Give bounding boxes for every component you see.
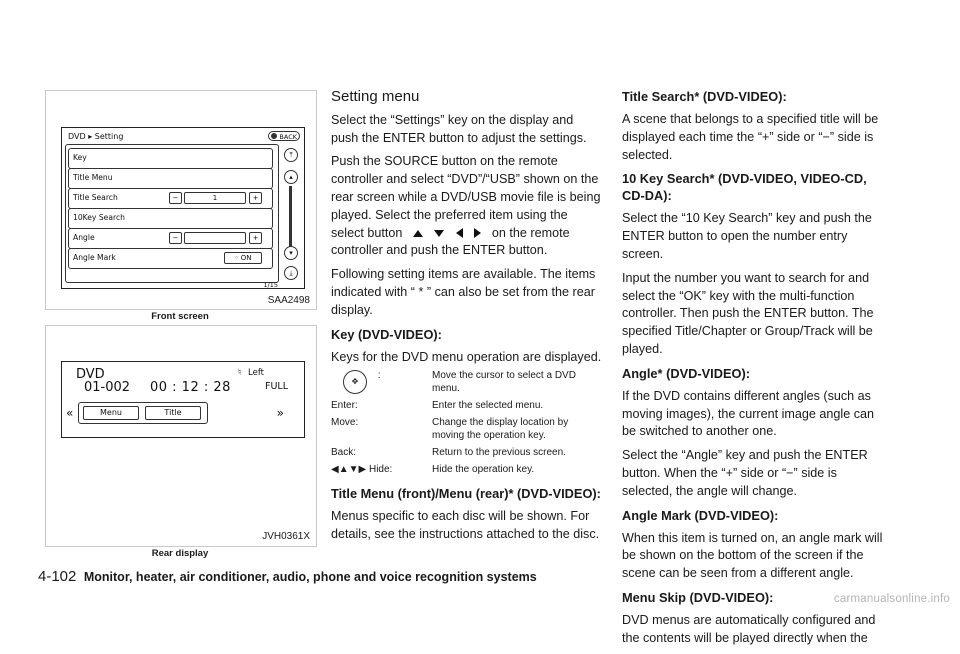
paragraph: Input the number you want to search for and select the “OK” key with the multi-function controller. Then push the ENTER button. The specified Title/Chapter or Group/Track will be played. xyxy=(622,270,874,356)
key-desc: Change the display location by moving the operation key. xyxy=(432,417,569,441)
middle-column xyxy=(331,88,604,550)
menu-item-label: Key xyxy=(73,153,87,162)
menu-item-title-menu[interactable] xyxy=(68,168,273,189)
angle-heading: Angle* (DVD-VIDEO): xyxy=(622,365,750,381)
key-desc: Enter the selected menu. xyxy=(432,400,544,412)
back-button-label: BACK xyxy=(279,133,297,141)
key-name: Enter: xyxy=(331,400,358,412)
audio-channel-icon: ♮ xyxy=(238,368,242,378)
angle-mark-toggle[interactable] xyxy=(224,252,262,264)
paragraph: Select the “Angle” key and push the ENTER button. When the “+” side or “−” side is selected, the angle will change. xyxy=(622,448,868,498)
menu-item-label: Title Search xyxy=(73,193,118,202)
scroll-top-icon[interactable]: ⤒ xyxy=(284,148,298,162)
scroll-bottom-icon[interactable]: ⤓ xyxy=(284,266,298,280)
scroll-down-icon[interactable]: ▾ xyxy=(284,246,298,260)
key-list xyxy=(331,370,604,477)
menu-skip-heading: Menu Skip (DVD-VIDEO): xyxy=(622,589,774,605)
key-name: Back: xyxy=(331,447,357,459)
title-search-heading: Title Search* (DVD-VIDEO): xyxy=(622,89,787,104)
paragraph: Keys for the DVD menu operation are displayed. xyxy=(331,349,602,364)
key-desc: Move the cursor to select a DVD menu. xyxy=(432,370,576,394)
title-button[interactable]: Title xyxy=(145,406,201,420)
front-screen-figure xyxy=(45,90,317,310)
section-heading: Setting menu xyxy=(331,88,420,105)
triangle-down-icon xyxy=(434,230,444,237)
scroll-up-icon[interactable]: ▴ xyxy=(284,170,298,184)
key-row-cursor xyxy=(331,370,604,396)
paragraph: Select the “Settings” key on the display and push the ENTER button to adjust the settings. xyxy=(331,112,587,145)
key-heading: Key (DVD-VIDEO): xyxy=(331,326,442,342)
elapsed-time: 00 : 12 : 28 xyxy=(150,380,231,395)
key-name xyxy=(331,464,392,477)
triangle-left-icon xyxy=(456,228,463,238)
figure-code: SAA2498 xyxy=(267,295,310,306)
audio-channel-label: Left xyxy=(248,368,264,378)
key-desc: Return to the previous screen. xyxy=(432,447,566,459)
front-screen-caption: Front screen xyxy=(151,311,209,322)
key-row-back xyxy=(331,447,604,460)
double-chevron-left-icon[interactable]: « xyxy=(66,406,74,420)
paragraph-text: on the remote controller and push the ENTER button. xyxy=(331,225,570,258)
arrows-hide-icon: ◀▲▼▶ xyxy=(331,464,367,476)
toggle-indicator-icon: ◦ xyxy=(234,254,241,262)
key-name-text: Hide: xyxy=(368,464,393,476)
menu-item-label: Angle xyxy=(73,233,95,242)
paragraph: Menus specific to each disc will be shown. For details, see the instructions attached to the disc. xyxy=(331,509,600,542)
scroll-track[interactable] xyxy=(289,186,292,248)
menu-item-title-search[interactable] xyxy=(68,188,273,209)
triangle-right-icon xyxy=(474,228,481,238)
back-arrow-icon xyxy=(271,133,277,139)
select-button-icons xyxy=(409,226,489,240)
watermark-text: carmanualsonline.info xyxy=(833,593,950,605)
key-name-text: : xyxy=(377,370,381,382)
menu-item-angle-mark[interactable] xyxy=(68,248,273,269)
page-footer xyxy=(38,568,537,585)
paragraph: Following setting items are available. The items indicated with “ * ” can also be set from the rear display. xyxy=(331,267,596,317)
key-row-hide xyxy=(331,464,604,477)
paragraph xyxy=(331,153,604,260)
menu-item-label: 10Key Search xyxy=(73,213,125,222)
right-column xyxy=(622,88,890,654)
title-search-value: 1 xyxy=(184,192,246,204)
key-row-enter xyxy=(331,400,604,413)
source-label: DVD xyxy=(76,367,105,382)
angle-mark-heading: Angle Mark (DVD-VIDEO): xyxy=(622,507,779,523)
key-name xyxy=(343,370,381,394)
page-number: 4-102 xyxy=(38,568,77,585)
key-row-move xyxy=(331,417,604,443)
display-mode-label: FULL xyxy=(265,381,289,392)
rear-button-group xyxy=(78,402,208,424)
double-chevron-right-icon[interactable]: » xyxy=(276,406,284,420)
paragraph: Select the “10 Key Search” key and push the ENTER button to open the number entry screen. xyxy=(622,211,872,261)
rear-display-figure xyxy=(45,325,317,547)
paragraph: A scene that belongs to a specified title will be displayed each time the “+” side or “−” side is selected. xyxy=(622,112,879,162)
menu-item-key[interactable] xyxy=(68,148,273,169)
cursor-pad-icon: ✥ xyxy=(343,370,367,394)
menu-item-label: Title Menu xyxy=(73,173,113,182)
title-search-minus-button[interactable]: − xyxy=(169,192,182,204)
page-indicator: 1/15 xyxy=(263,281,278,289)
back-button[interactable] xyxy=(268,131,300,141)
footer-title: Monitor, heater, air conditioner, audio, phone and voice recognition systems xyxy=(83,570,537,584)
paragraph-text: Push the SOURCE button on the remote controller and select “DVD”/“USB” shown on the rear screen while a DVD/USB movie file is being played. Select the preferred item using the select button xyxy=(331,154,601,240)
10key-search-heading: 10 Key Search* (DVD-VIDEO, VIDEO-CD, CD-DA): xyxy=(622,171,867,204)
figure-code: JVH0361X xyxy=(262,531,310,542)
paragraph: When this item is turned on, an angle mark will be shown on the bottom of the screen if the scene can be seen from a different angle. xyxy=(622,530,883,581)
menu-item-10key-search[interactable] xyxy=(68,208,273,229)
angle-plus-button[interactable]: + xyxy=(249,232,262,244)
toggle-label: ON xyxy=(240,254,252,262)
setting-breadcrumb: DVD ▸ Setting xyxy=(68,132,124,141)
title-search-plus-button[interactable]: + xyxy=(249,192,262,204)
key-name: Move: xyxy=(331,417,359,429)
rear-screen-display xyxy=(61,361,305,438)
menu-button[interactable]: Menu xyxy=(83,406,139,420)
paragraph: If the DVD contains different angles (such as moving images), the current image angle can be switched to another one. xyxy=(622,388,875,439)
menu-item-angle[interactable] xyxy=(68,228,273,249)
angle-minus-button[interactable]: − xyxy=(169,232,182,244)
menu-item-label: Angle Mark xyxy=(73,253,116,262)
triangle-up-icon xyxy=(413,230,423,237)
title-menu-heading: Title Menu (front)/Menu (rear)* (DVD-VIDEO): xyxy=(331,486,601,502)
front-screen-display xyxy=(61,127,305,289)
angle-value xyxy=(184,232,246,244)
paragraph: DVD menus are automatically configured and the contents will be played directly when the xyxy=(622,612,876,645)
track-position: 01-002 xyxy=(84,380,131,395)
key-desc: Hide the operation key. xyxy=(432,464,535,476)
rear-display-caption: Rear display xyxy=(151,548,209,559)
